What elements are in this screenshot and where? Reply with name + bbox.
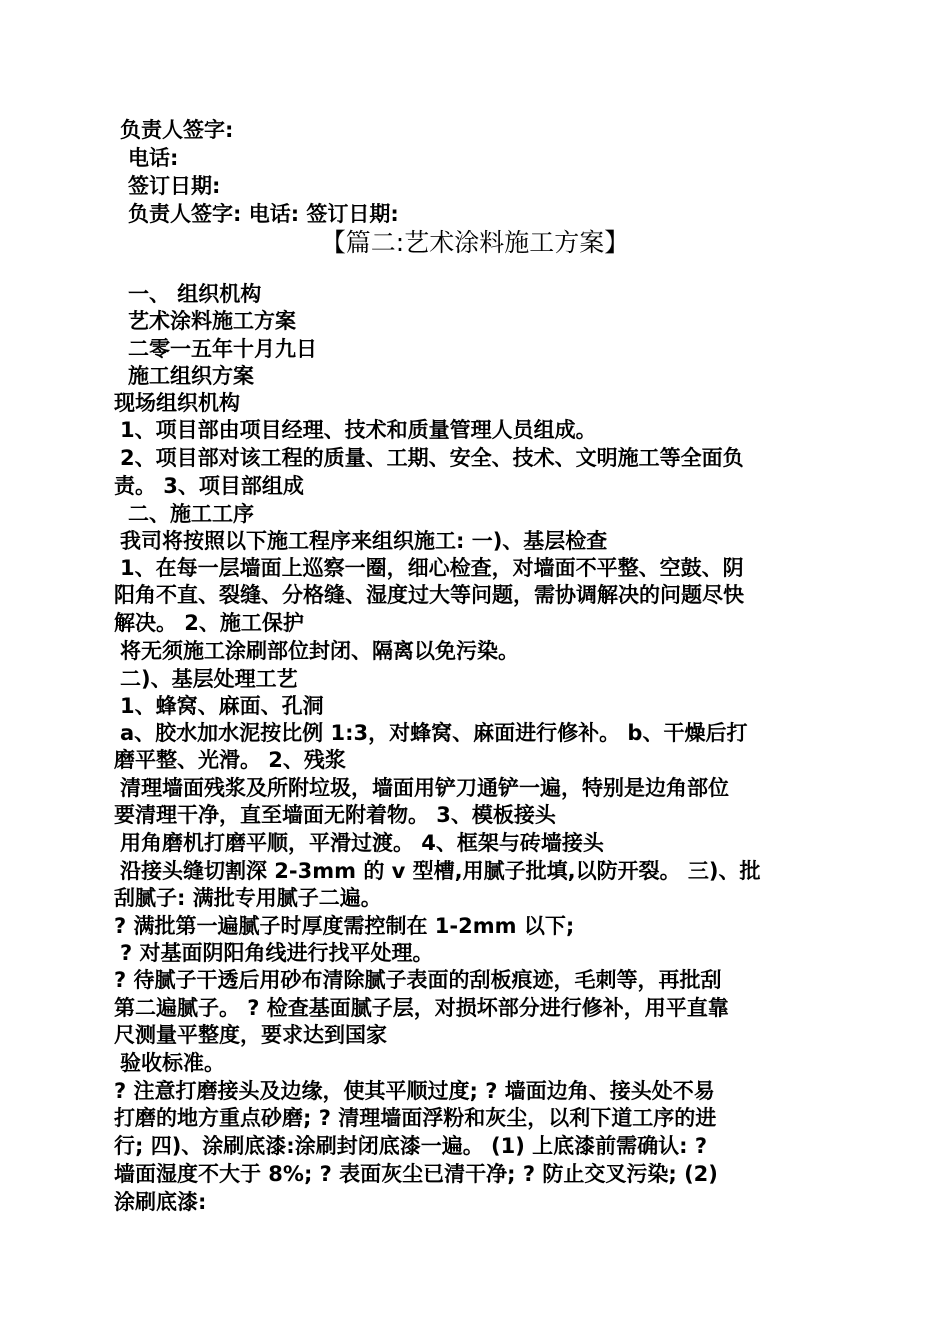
text-line: 要清理干净，直至墙面无附着物。 3、模板接头 — [114, 803, 556, 827]
text-line: 一、 组织机构 — [128, 282, 262, 306]
text-line: ? 对基面阴阳角线进行找平处理。 — [120, 941, 434, 965]
text-line: 艺术涂料施工方案 — [128, 309, 296, 333]
text-line: 二、施工工序 — [128, 502, 254, 526]
text-line: 阳角不直、裂缝、分格缝、湿度过大等问题，需协调解决的问题尽快 — [114, 583, 744, 607]
text-line: ? 注意打磨接头及边缘，使其平顺过度; ? 墙面边角、接头处不易 — [114, 1079, 715, 1103]
text-line: 二)、基层处理工艺 — [120, 667, 298, 691]
text-line: 我司将按照以下施工程序来组织施工: 一)、基层检查 — [120, 529, 608, 553]
text-line: ? 待腻子干透后用砂布清除腻子表面的刮板痕迹，毛刺等，再批刮 — [114, 968, 722, 992]
sign-date-label: 签订日期: — [128, 174, 221, 198]
text-line: 验收标准。 — [120, 1051, 225, 1075]
text-line: 1、在每一层墙面上巡察一圈，细心检查，对墙面不平整、空鼓、阴 — [120, 556, 744, 580]
phone-label: 电话: — [128, 146, 179, 170]
text-line: 尺测量平整度，要求达到国家 — [114, 1023, 387, 1047]
text-line: 1、项目部由项目经理、技术和质量管理人员组成。 — [120, 418, 597, 442]
text-line: 刮腻子: 满批专用腻子二遍。 — [114, 886, 382, 910]
text-line: 行; 四)、涂刷底漆:涂刷封闭底漆一遍。 (1) 上底漆前需确认: ? — [114, 1134, 708, 1158]
text-line: a、胶水加水泥按比例 1:3，对蜂窝、麻面进行修补。 b、干燥后打 — [120, 721, 748, 745]
section-title: 【篇二:艺术涂料施工方案】 — [320, 228, 630, 257]
text-line: 将无须施工涂刷部位封闭、隔离以免污染。 — [120, 639, 519, 663]
text-line: 沿接头缝切割深 2-3mm 的 v 型槽,用腻子批填,以防开裂。 三)、批 — [120, 859, 761, 883]
text-line: 清理墙面残浆及所附垃圾，墙面用铲刀通铲一遍，特别是边角部位 — [120, 776, 729, 800]
text-line: 2、项目部对该工程的质量、工期、安全、技术、文明施工等全面负 — [120, 446, 744, 470]
text-line: 磨平整、光滑。 2、残浆 — [114, 748, 346, 772]
text-line: 涂刷底漆: — [114, 1190, 207, 1214]
text-line: 解决。 2、施工保护 — [114, 611, 304, 635]
text-line: 施工组织方案 — [128, 364, 254, 388]
text-line: 1、蜂窝、麻面、孔洞 — [120, 694, 324, 718]
signature-summary-line: 负责人签字: 电话: 签订日期: — [128, 202, 399, 226]
text-line: 第二遍腻子。 ? 检查基面腻子层，对损坏部分进行修补，用平直靠 — [114, 996, 729, 1020]
text-line: 责。 3、项目部组成 — [114, 474, 304, 498]
text-line: 现场组织机构 — [114, 391, 240, 415]
text-line: 墙面湿度不大于 8%; ? 表面灰尘已清干净; ? 防止交叉污染; (2) — [114, 1162, 718, 1186]
text-line: ? 满批第一遍腻子时厚度需控制在 1-2mm 以下; — [114, 914, 575, 938]
text-line: 用角磨机打磨平顺，平滑过渡。 4、框架与砖墙接头 — [120, 831, 604, 855]
signature-label: 负责人签字: — [120, 118, 234, 142]
text-line: 打磨的地方重点砂磨; ? 清理墙面浮粉和灰尘，以利下道工序的进 — [114, 1106, 717, 1130]
text-line: 二零一五年十月九日 — [128, 337, 317, 361]
